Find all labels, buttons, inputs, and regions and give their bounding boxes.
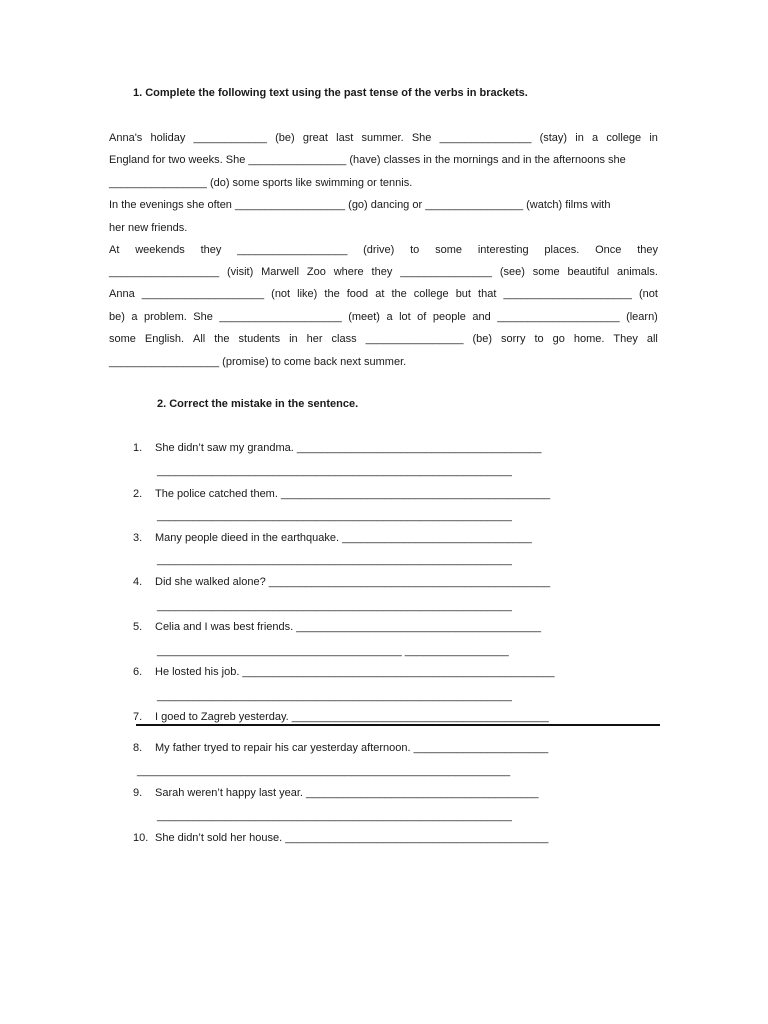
item-number: 5. — [133, 621, 143, 633]
exercise-item — [133, 711, 549, 723]
paragraph-word: some — [532, 266, 560, 278]
paragraph-word: ____________________ — [219, 311, 342, 323]
exercise-2-title: 2. Correct the mistake in the sentence. — [157, 398, 359, 410]
paragraph-word: beautiful — [567, 266, 610, 278]
item-sentence: My father tryed to repair his car yesterday afternoon. ______________________ — [155, 742, 549, 754]
paragraph-word: the — [324, 288, 340, 300]
paragraph-line — [109, 199, 658, 211]
paragraph-word: people — [432, 311, 466, 323]
paragraph-word: her — [306, 333, 323, 345]
paragraph-word: Anna's — [109, 132, 143, 144]
paragraph-word: _______________ — [400, 266, 492, 278]
paragraph-word: go — [552, 333, 565, 345]
paragraph-word: in — [289, 333, 298, 345]
paragraph-word: problem. — [144, 311, 187, 323]
paragraph-word: At — [109, 244, 120, 256]
paragraph-word: Once — [595, 244, 622, 256]
paragraph-word: (not — [271, 288, 291, 300]
paragraph-word: In the evenings she often __________________ (go) dancing or ________________ (watch) films with — [109, 199, 611, 211]
item-number: 1. — [133, 442, 143, 454]
paragraph-word: ________________ — [365, 333, 464, 345]
item-number: 7. — [133, 711, 143, 723]
paragraph-word: (learn) — [626, 311, 658, 323]
paragraph-word: her new friends. — [109, 222, 188, 234]
paragraph-word: they — [637, 244, 658, 256]
paragraph-word: in — [575, 132, 584, 144]
paragraph-word: in — [649, 132, 658, 144]
paragraph-word: that — [478, 288, 497, 300]
paragraph-word: ____________ — [193, 132, 267, 144]
paragraph-word: (stay) — [539, 132, 568, 144]
paragraph-word: a — [131, 311, 138, 323]
paragraph-line — [109, 132, 658, 144]
answer-line[interactable]: _____________________________________________________________ — [137, 765, 511, 777]
answer-line[interactable]: __________________________________________________________ — [157, 465, 512, 477]
paragraph-word: sorry — [501, 333, 526, 345]
paragraph-word: She — [193, 311, 213, 323]
paragraph-word: but — [455, 288, 471, 300]
paragraph-word: Zoo — [306, 266, 326, 278]
paragraph-word: places. — [544, 244, 580, 256]
exercise-item — [133, 832, 548, 844]
exercise-item — [133, 666, 554, 678]
paragraph-word: She — [411, 132, 432, 144]
paragraph-word: They — [613, 333, 638, 345]
item-sentence: Celia and I was best friends. ________________________________________ — [155, 621, 541, 633]
paragraph-word: (meet) — [348, 311, 380, 323]
answer-line[interactable]: __________________________________________________________ — [157, 510, 512, 522]
item-sentence: Did she walked alone? ______________________________________________ — [155, 576, 551, 588]
answer-line[interactable]: __________________________________________________________ — [157, 690, 512, 702]
item-sentence: Sarah weren’t happy last year. ______________________________________ — [155, 787, 539, 799]
paragraph-word: to — [534, 333, 544, 345]
paragraph-line — [109, 333, 658, 345]
paragraph-line — [109, 356, 658, 368]
item-sentence: Many people dieed in the earthquake. _______________________________ — [155, 532, 532, 544]
paragraph-word: ____________________ — [497, 311, 620, 323]
paragraph-word: class — [331, 333, 357, 345]
paragraph-line — [109, 311, 658, 323]
paragraph-word: English. — [144, 333, 185, 345]
item-sentence: The police catched them. ____________________________________________ — [155, 488, 551, 500]
paragraph-word: (visit) — [226, 266, 254, 278]
paragraph-word: and — [472, 311, 491, 323]
exercise-item — [133, 742, 548, 754]
paragraph-word: at — [375, 288, 385, 300]
item-number: 4. — [133, 576, 143, 588]
paragraph-word: last — [336, 132, 354, 144]
divider-rule — [136, 724, 660, 726]
paragraph-word: _______________ — [439, 132, 532, 144]
item-sentence: He losted his job. ___________________________________________________ — [155, 666, 555, 678]
paragraph-line — [109, 288, 658, 300]
paragraph-word: __________________ (promise) to come back next summer. — [109, 356, 407, 368]
paragraph-word: All — [193, 333, 206, 345]
paragraph-word: some — [109, 333, 136, 345]
paragraph-word: __________________ — [109, 266, 220, 278]
paragraph-word: where — [333, 266, 364, 278]
paragraph-line — [109, 266, 658, 278]
exercise-item — [133, 787, 539, 799]
item-sentence: I goed to Zagreb yesterday. __________________________________________ — [155, 711, 549, 723]
item-number: 6. — [133, 666, 143, 678]
item-number: 10. — [133, 832, 149, 844]
paragraph-word: students — [238, 333, 281, 345]
paragraph-word: home. — [573, 333, 605, 345]
paragraph-word: some — [435, 244, 463, 256]
paragraph-word: to — [410, 244, 420, 256]
paragraph-word: college — [606, 132, 642, 144]
paragraph-word: (see) — [499, 266, 525, 278]
paragraph-word: ____________________ — [141, 288, 265, 300]
answer-line[interactable]: __________________________________________________________ — [157, 600, 512, 612]
paragraph-word: _____________________ — [503, 288, 632, 300]
paragraph-word: a — [592, 132, 599, 144]
paragraph-word: all — [646, 333, 658, 345]
paragraph-word: food — [346, 288, 369, 300]
paragraph-word: great — [302, 132, 328, 144]
paragraph-word: like) — [297, 288, 318, 300]
paragraph-word: weekends — [135, 244, 185, 256]
paragraph-word: animals. — [616, 266, 658, 278]
paragraph-word: the — [214, 333, 230, 345]
paragraph-word: ________________ (do) some sports like swimming or tennis. — [109, 177, 413, 189]
paragraph-word: (be) — [275, 132, 295, 144]
item-number: 3. — [133, 532, 143, 544]
paragraph-word: Anna — [109, 288, 135, 300]
item-number: 2. — [133, 488, 143, 500]
paragraph-word: summer. — [361, 132, 404, 144]
exercise-1-title: 1. Complete the following text using the past tense of the verbs in brackets. — [133, 87, 528, 99]
paragraph-word: a — [386, 311, 393, 323]
exercise-item — [133, 532, 532, 544]
answer-line[interactable]: __________________________________________________________ — [157, 554, 512, 566]
paragraph-word: they — [200, 244, 222, 256]
paragraph-line — [109, 154, 658, 166]
paragraph-word: they — [371, 266, 393, 278]
exercise-item — [133, 576, 550, 588]
paragraph-word: (not — [638, 288, 658, 300]
paragraph-word: lot — [399, 311, 411, 323]
item-number: 8. — [133, 742, 143, 754]
paragraph-word: interesting — [477, 244, 529, 256]
item-sentence: She didn’t saw my grandma. ________________________________________ — [155, 442, 542, 454]
item-sentence: She didn’t sold her house. ___________________________________________ — [155, 832, 549, 844]
answer-line[interactable]: ________________________________________ _________________ — [157, 645, 509, 657]
paragraph-word: college — [413, 288, 449, 300]
exercise-item — [133, 621, 541, 633]
answer-line[interactable]: __________________________________________________________ — [157, 810, 512, 822]
paragraph-word: (drive) — [363, 244, 395, 256]
exercise-item — [133, 488, 550, 500]
paragraph-word: (be) — [472, 333, 493, 345]
paragraph-word: holiday — [150, 132, 186, 144]
paragraph-word: of — [417, 311, 427, 323]
exercise-item — [133, 442, 542, 454]
paragraph-word: be) — [109, 311, 125, 323]
paragraph-line — [109, 177, 658, 189]
paragraph-word: the — [391, 288, 407, 300]
paragraph-word: England for two weeks. She ________________ (have) classes in the mornings and in the afternoons she — [109, 154, 626, 166]
item-number: 9. — [133, 787, 143, 799]
paragraph-line — [109, 244, 658, 256]
paragraph-word: Marwell — [261, 266, 300, 278]
paragraph-line — [109, 222, 658, 234]
paragraph-word: __________________ — [237, 244, 348, 256]
